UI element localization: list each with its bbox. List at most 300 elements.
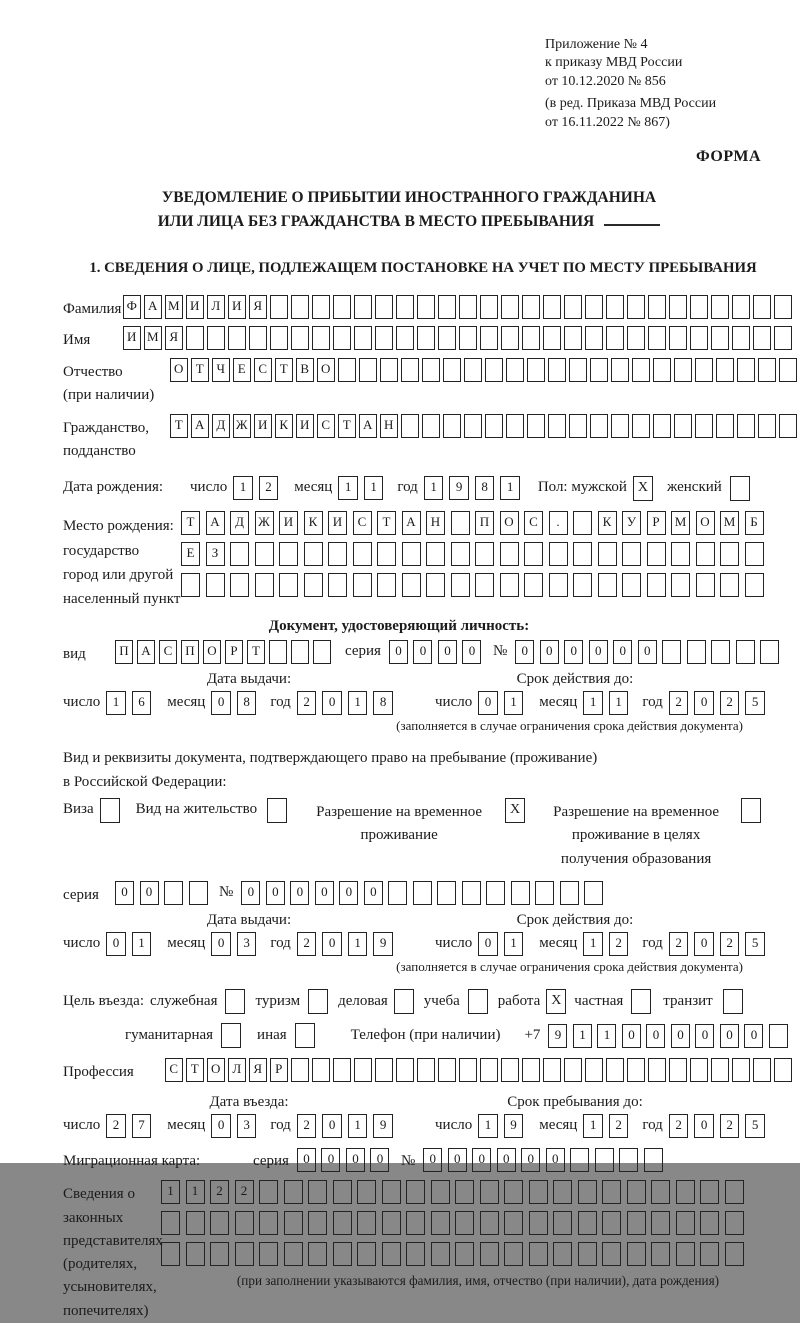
char-cell (696, 573, 715, 597)
char-cell (774, 295, 792, 319)
char-cell: Е (181, 542, 200, 566)
purpose-business-label: деловая (338, 993, 388, 1010)
issue-day-cells (106, 691, 157, 715)
char-cell: У (622, 511, 641, 535)
char-cell: Ч (212, 358, 230, 382)
char-cell: 0 (321, 1148, 340, 1172)
char-cell (543, 295, 561, 319)
char-cell (382, 1242, 401, 1266)
doc-number-cells (515, 640, 785, 664)
migration-series-cells (297, 1148, 395, 1172)
char-cell (459, 1058, 477, 1082)
char-cell (186, 1211, 205, 1235)
char-cell: 0 (694, 691, 714, 715)
char-cell: И (279, 511, 298, 535)
char-cell: 9 (548, 1024, 567, 1048)
char-cell (312, 1058, 330, 1082)
char-cell (464, 414, 482, 438)
char-cell (284, 1180, 303, 1204)
patronymic-cells (170, 358, 800, 382)
char-cell: 0 (438, 640, 457, 664)
purpose-private-checkbox (631, 989, 651, 1014)
char-cell (396, 1058, 414, 1082)
char-cell: 0 (694, 1114, 714, 1138)
birth-place-label-line: населенный пункт (63, 591, 181, 608)
char-cell (700, 1211, 719, 1235)
char-cell (375, 1058, 393, 1082)
char-cell: О (317, 358, 335, 382)
char-cell (732, 326, 750, 350)
patronymic-label (63, 358, 170, 406)
char-cell (388, 881, 407, 905)
valid-day-cells (478, 932, 529, 956)
char-cell (501, 1058, 519, 1082)
birth-place-row1 (181, 511, 769, 535)
char-cell (535, 881, 554, 905)
char-cell: Т (186, 1058, 204, 1082)
char-cell: 8 (237, 691, 257, 715)
profession-row (63, 1058, 795, 1084)
char-cell (353, 573, 372, 597)
char-cell: 9 (373, 1114, 393, 1138)
char-cell (455, 1180, 474, 1204)
char-cell: 1 (597, 1024, 616, 1048)
char-cell (210, 1211, 229, 1235)
char-cell (480, 1242, 499, 1266)
char-cell (312, 326, 330, 350)
char-cell: 0 (241, 881, 260, 905)
char-cell: А (191, 414, 209, 438)
valid-year-cells (669, 932, 771, 956)
char-cell (644, 1148, 663, 1172)
char-cell (431, 1242, 450, 1266)
stay-month-cells (583, 1114, 634, 1138)
identity-issue-col (63, 671, 435, 715)
char-cell (464, 358, 482, 382)
representatives-label-line: попечителях) (63, 1302, 149, 1319)
char-cell (590, 358, 608, 382)
char-cell (333, 295, 351, 319)
year-word: год (270, 694, 291, 711)
char-cell: 0 (546, 1148, 565, 1172)
char-cell: 1 (500, 476, 520, 500)
char-cell (357, 1242, 376, 1266)
char-cell (308, 1242, 327, 1266)
char-cell: 0 (413, 640, 432, 664)
phone-prefix: +7 (524, 1027, 541, 1044)
char-cell: Р (225, 640, 243, 664)
representatives-label-line: (родителях, (63, 1256, 138, 1273)
representatives-row2 (161, 1211, 795, 1235)
char-cell: 5 (745, 932, 765, 956)
first-name-label: Имя (63, 331, 91, 348)
valid-month-cells (583, 691, 634, 715)
char-cell: Я (165, 326, 183, 350)
char-cell (602, 1211, 621, 1235)
char-cell (674, 358, 692, 382)
issue-day-cells (106, 932, 157, 956)
char-cell (648, 295, 666, 319)
char-cell: Д (230, 511, 249, 535)
doc-kind-label: вид (63, 645, 86, 662)
char-cell: Е (233, 358, 251, 382)
char-cell (437, 881, 456, 905)
char-cell (585, 295, 603, 319)
issue-month-cells (211, 932, 262, 956)
char-cell (758, 414, 776, 438)
char-cell (745, 573, 764, 597)
char-cell (417, 1058, 435, 1082)
purpose-other-label: иная (257, 1027, 287, 1044)
char-cell: И (254, 414, 272, 438)
char-cell (333, 1058, 351, 1082)
char-cell: О (500, 511, 519, 535)
char-cell (687, 640, 706, 664)
citizenship-label-line2: подданство (63, 442, 136, 459)
char-cell (354, 326, 372, 350)
representatives-block (63, 1180, 795, 1323)
char-cell: И (328, 511, 347, 535)
option-temp-residence-checkbox: X (505, 798, 525, 823)
char-cell: Т (377, 511, 396, 535)
char-cell (304, 573, 323, 597)
month-word: месяц (539, 694, 578, 711)
char-cell (622, 542, 641, 566)
purpose-other-checkbox (295, 1023, 315, 1048)
char-cell (333, 1211, 352, 1235)
char-cell (690, 295, 708, 319)
citizenship-row (63, 414, 795, 462)
char-cell (500, 542, 519, 566)
char-cell: Р (270, 1058, 288, 1082)
char-cell: 8 (373, 691, 393, 715)
doc-number-label: № (492, 642, 508, 659)
option-temp-residence-edu-checkbox (741, 798, 761, 823)
char-cell (353, 542, 372, 566)
char-cell: 0 (211, 691, 231, 715)
char-cell (501, 326, 519, 350)
char-cell (210, 1242, 229, 1266)
char-cell: 5 (745, 691, 765, 715)
char-cell (671, 573, 690, 597)
month-word: месяц (294, 479, 333, 496)
char-cell (695, 414, 713, 438)
char-cell: М (144, 326, 162, 350)
char-cell (725, 1242, 744, 1266)
char-cell: 1 (573, 1024, 592, 1048)
char-cell: 1 (504, 932, 524, 956)
char-cell (475, 573, 494, 597)
month-word: месяц (167, 1116, 206, 1133)
char-cell: А (402, 511, 421, 535)
char-cell: Б (745, 511, 764, 535)
char-cell: А (137, 640, 155, 664)
birth-place-label-line: город или другой (63, 566, 174, 583)
doc-series-cells (389, 640, 487, 664)
char-cell: С (165, 1058, 183, 1082)
char-cell (443, 358, 461, 382)
valid-day-cells (478, 691, 529, 715)
char-cell (480, 326, 498, 350)
char-cell (181, 573, 200, 597)
section1-heading: 1. СВЕДЕНИЯ О ЛИЦЕ, ПОДЛЕЖАЩЕМ ПОСТАНОВКЕ НА УЧЕТ ПО МЕСТУ ПРЕБЫВАНИЯ (89, 260, 757, 277)
option-visa-label: Виза (63, 801, 94, 818)
char-cell: О (207, 1058, 225, 1082)
annex-line: Приложение № 4 (545, 37, 648, 52)
char-cell (671, 542, 690, 566)
char-cell (524, 573, 543, 597)
char-cell (627, 326, 645, 350)
char-cell (284, 1211, 303, 1235)
char-cell: О (203, 640, 221, 664)
entry-date-col (63, 1094, 435, 1138)
char-cell (189, 881, 208, 905)
char-cell (736, 640, 755, 664)
doc-kind-cells (115, 640, 335, 664)
issue-year-cells (297, 932, 399, 956)
birth-place-row3 (181, 573, 769, 597)
purpose-row-1 (63, 989, 795, 1014)
form-word: ФОРМА (695, 148, 761, 166)
char-cell (578, 1242, 597, 1266)
sex-male-checkbox: X (633, 476, 653, 501)
char-cell (553, 1180, 572, 1204)
purpose-private-label: частная (574, 993, 624, 1010)
phone-cells (548, 1024, 793, 1048)
char-cell: 0 (364, 881, 383, 905)
char-cell: 2 (210, 1180, 229, 1204)
char-cell (598, 542, 617, 566)
char-cell (504, 1211, 523, 1235)
char-cell: 7 (132, 1114, 152, 1138)
char-cell (553, 1242, 572, 1266)
char-cell (279, 542, 298, 566)
residence-doc-number-row (63, 881, 795, 907)
char-cell (619, 1148, 638, 1172)
option-temp-residence-label: Разрешение на временное проживание (316, 804, 483, 844)
migration-number-cells (423, 1148, 668, 1172)
char-cell: С (353, 511, 372, 535)
char-cell (259, 1211, 278, 1235)
char-cell (774, 326, 792, 350)
char-cell (700, 1242, 719, 1266)
entry-dates (63, 1094, 795, 1138)
char-cell: 0 (106, 932, 126, 956)
char-cell (480, 1058, 498, 1082)
month-word: месяц (167, 935, 206, 952)
char-cell (606, 1058, 624, 1082)
char-cell: 0 (478, 691, 498, 715)
edition-line: от 16.11.2022 № 867) (545, 114, 670, 130)
char-cell: 2 (297, 1114, 317, 1138)
char-cell (426, 542, 445, 566)
stay-day-cells (478, 1114, 529, 1138)
char-cell: 2 (669, 1114, 689, 1138)
char-cell (377, 573, 396, 597)
char-cell (354, 1058, 372, 1082)
month-word: месяц (167, 694, 206, 711)
char-cell (696, 542, 715, 566)
char-cell (480, 1211, 499, 1235)
char-cell (459, 295, 477, 319)
birth-place-block (63, 511, 795, 611)
char-cell (725, 1211, 744, 1235)
migration-number-label: № (400, 1152, 416, 1169)
patronymic-label-line1: Отчество (63, 364, 123, 381)
char-cell (406, 1211, 425, 1235)
char-cell (354, 295, 372, 319)
surname-label: Фамилия (63, 301, 122, 318)
char-cell (279, 573, 298, 597)
representatives-cells (161, 1180, 795, 1266)
year-word: год (642, 694, 663, 711)
char-cell (548, 414, 566, 438)
char-cell (573, 573, 592, 597)
purpose-row-2 (63, 1023, 795, 1048)
char-cell: 1 (132, 932, 152, 956)
char-cell (522, 326, 540, 350)
char-cell: 0 (744, 1024, 763, 1048)
char-cell (632, 358, 650, 382)
char-cell: 1 (364, 476, 384, 500)
char-cell (627, 1211, 646, 1235)
char-cell (249, 326, 267, 350)
char-cell: 1 (348, 932, 368, 956)
representatives-row1 (161, 1180, 795, 1204)
char-cell: 0 (322, 932, 342, 956)
valid-year-cells (669, 691, 771, 715)
char-cell: Т (170, 414, 188, 438)
char-cell (377, 542, 396, 566)
char-cell (230, 542, 249, 566)
char-cell (207, 326, 225, 350)
annex-line: к приказу МВД России (545, 55, 683, 71)
char-cell: 0 (564, 640, 583, 664)
char-cell: В (296, 358, 314, 382)
char-cell: Р (647, 511, 666, 535)
char-cell: 0 (521, 1148, 540, 1172)
char-cell: 2 (720, 1114, 740, 1138)
char-cell: 1 (338, 476, 358, 500)
char-cell (676, 1211, 695, 1235)
char-cell: А (144, 295, 162, 319)
profession-label: Профессия (63, 1064, 134, 1081)
patronymic-row (63, 358, 795, 406)
year-word: год (642, 1116, 663, 1133)
char-cell: 1 (348, 1114, 368, 1138)
char-cell (475, 542, 494, 566)
char-cell: Л (207, 295, 225, 319)
char-cell: 0 (671, 1024, 690, 1048)
char-cell (737, 358, 755, 382)
char-cell: 0 (695, 1024, 714, 1048)
char-cell (396, 295, 414, 319)
char-cell (269, 640, 287, 664)
char-cell (647, 542, 666, 566)
char-cell (402, 573, 421, 597)
char-cell (511, 881, 530, 905)
representatives-label-line: представителях (63, 1232, 163, 1249)
issue-title: Дата выдачи: (206, 912, 292, 929)
char-cell (720, 573, 739, 597)
purpose-humanitarian-checkbox (221, 1023, 241, 1048)
purpose-humanitarian-label: гуманитарная (125, 1027, 214, 1044)
char-cell (651, 1242, 670, 1266)
residence-issue-col (63, 912, 435, 956)
char-cell (711, 640, 730, 664)
char-cell (161, 1211, 180, 1235)
patronymic-label-line2: (при наличии) (63, 386, 155, 403)
char-cell: М (165, 295, 183, 319)
char-cell: Ж (255, 511, 274, 535)
edition-line: (в ред. Приказа МВД России (545, 96, 717, 112)
purpose-label: Цель въезда: (63, 993, 144, 1010)
char-cell (760, 640, 779, 664)
char-cell (401, 414, 419, 438)
char-cell: К (598, 511, 617, 535)
title-line-2: ИЛИ ЛИЦА БЕЗ ГРАЖДАНСТВА В МЕСТО ПРЕБЫВАНИЯ (63, 210, 755, 234)
char-cell (485, 414, 503, 438)
char-cell (653, 358, 671, 382)
char-cell: 2 (669, 932, 689, 956)
char-cell: М (720, 511, 739, 535)
char-cell (548, 358, 566, 382)
char-cell (627, 1180, 646, 1204)
char-cell (270, 326, 288, 350)
char-cell: П (115, 640, 133, 664)
char-cell: 0 (389, 640, 408, 664)
char-cell (291, 295, 309, 319)
char-cell (524, 542, 543, 566)
char-cell: 2 (297, 932, 317, 956)
char-cell: 1 (504, 691, 524, 715)
stay-until-title: Срок пребывания до: (507, 1093, 643, 1110)
char-cell (259, 1242, 278, 1266)
residence-intro-line2: в Российской Федерации: (63, 774, 227, 791)
profession-cells (165, 1058, 795, 1082)
char-cell (431, 1211, 450, 1235)
residence-doc-dates (63, 912, 795, 956)
char-cell (716, 358, 734, 382)
char-cell (573, 542, 592, 566)
annex-line: от 10.12.2020 № 856 (545, 73, 666, 89)
residence-intro-line1: Вид и реквизиты документа, подтверждающего право на пребывание (проживание) (63, 750, 598, 767)
entry-year-cells (297, 1114, 399, 1138)
char-cell: С (524, 511, 543, 535)
char-cell (485, 358, 503, 382)
representatives-note: (при заполнении указываются фамилия, имя, отчество (при наличии), дата рождения) (236, 1273, 720, 1289)
char-cell: 2 (720, 932, 740, 956)
title-line-1: УВЕДОМЛЕНИЕ О ПРИБЫТИИ ИНОСТРАННОГО ГРАЖДАНИНА (161, 189, 657, 207)
char-cell: 1 (106, 691, 126, 715)
char-cell: 0 (638, 640, 657, 664)
char-cell (328, 542, 347, 566)
char-cell: М (671, 511, 690, 535)
month-word: месяц (539, 935, 578, 952)
char-cell: 0 (322, 691, 342, 715)
char-cell (291, 1058, 309, 1082)
char-cell: 2 (235, 1180, 254, 1204)
purpose-transit-checkbox (723, 989, 743, 1014)
char-cell (569, 414, 587, 438)
option-residence-permit-checkbox (267, 798, 287, 823)
char-cell: И (296, 414, 314, 438)
day-word: число (190, 479, 228, 496)
char-cell (522, 1058, 540, 1082)
char-cell (560, 881, 579, 905)
char-cell (333, 326, 351, 350)
char-cell: 0 (694, 932, 714, 956)
